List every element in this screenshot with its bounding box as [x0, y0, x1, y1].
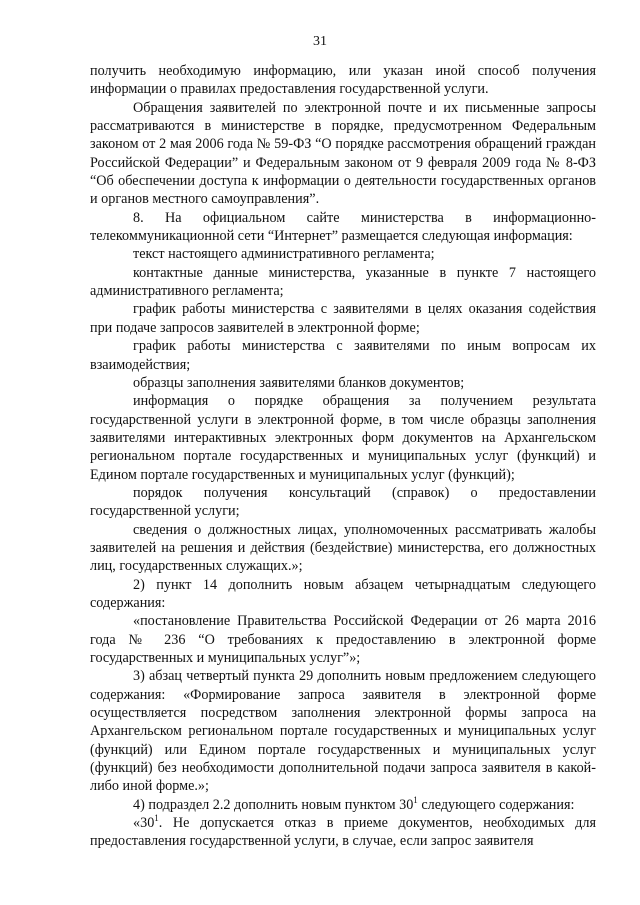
paragraph: график работы министерства с заявителями по иным вопросам их взаимодействия; [90, 338, 596, 373]
paragraph-list [90, 62, 596, 796]
paragraph: «постановление Правительства Российской Федерации от 26 марта 2016 года № 236 “О требованиях к предоставлению в электронной форме государственных и муниципальных услуг”»; [90, 613, 596, 666]
paragraph: образцы заполнения заявителями бланков документов; [133, 374, 465, 391]
paragraph: 8. На официальном сайте министерства в информационно-телекоммуникационной сети “Интернет” размещается следующая информация: [90, 209, 596, 245]
paragraph: контактные данные министерства, указанные в пункте 7 настоящего административного регламента; [90, 264, 596, 300]
paragraph-point-30-1 [90, 814, 596, 851]
paragraph: 2) пункт 14 дополнить новым абзацем четырнадцатым следующего содержания: [90, 576, 596, 611]
paragraph: Обращения заявителей по электронной почте и их письменные запросы рассматриваются в министерстве в порядке, предусмотренном Федеральным законом от 2 мая 2006 года № 59-ФЗ “О порядке рассмотрения обращений граждан Российской Федерации” и Федеральным законом от 9 февраля 2009 года № 8-ФЗ “Об обеспечении доступа к информации о деятельности государственных органов и органов местного самоуправления”. [90, 99, 596, 208]
superscript: 1 [154, 813, 159, 824]
paragraph-point-30-1-number: «30 [133, 815, 155, 832]
paragraph: порядок получения консультаций (справок) о предоставлении государственной услуги; [90, 484, 596, 520]
paragraph-point-30-1-text: . Не допускается отказ в приеме документов, необходимых для предоставления государственной услуги, в случае, если запрос заявителя [90, 815, 596, 850]
superscript: 1 [413, 794, 418, 805]
paragraph-item-4 [90, 796, 596, 814]
document-body [90, 62, 596, 851]
paragraph-item-4-text: 4) подраздел 2.2 дополнить новым пунктом 30 [133, 796, 414, 813]
paragraph: текст настоящего административного регламента; [133, 246, 435, 263]
paragraph: информация о порядке обращения за получением результата государственной услуги в электронной форме, в том числе образцы заполнения заявителями интерактивных электронных форм документов на Архангельском региональном портале государственных и муниципальных услуг (функций) и Едином портале государственных и муниципальных услуг (функций); [90, 393, 596, 483]
paragraph: 3) абзац четвертый пункта 29 дополнить новым предложением следующего содержания: «Формирование запроса заявителя в электронной форме осуществляется посредством заполнения электронной формы запроса на Архангельском региональном портале государственных и муниципальных услуг (функций) или Едином портале государственных и муниципальных услуг (функций) без необходимости дополнительной подачи запроса заявителя в какой-либо иной форме.»; [90, 668, 596, 795]
paragraph-item-4-text-end: следующего содержания: [417, 796, 575, 813]
paragraph: сведения о должностных лицах, уполномоченных рассматривать жалобы заявителей на решения и действия (бездействие) министерства, его должностных лиц, государственных служащих.»; [90, 521, 596, 575]
paragraph: график работы министерства с заявителями в целях оказания содействия при подаче запросов заявителей в электронной форме; [90, 301, 596, 336]
paragraph: получить необходимую информацию, или указан иной способ получения информации о правилах предоставления государственной услуги. [90, 63, 596, 98]
page-number: 31 [313, 34, 327, 49]
